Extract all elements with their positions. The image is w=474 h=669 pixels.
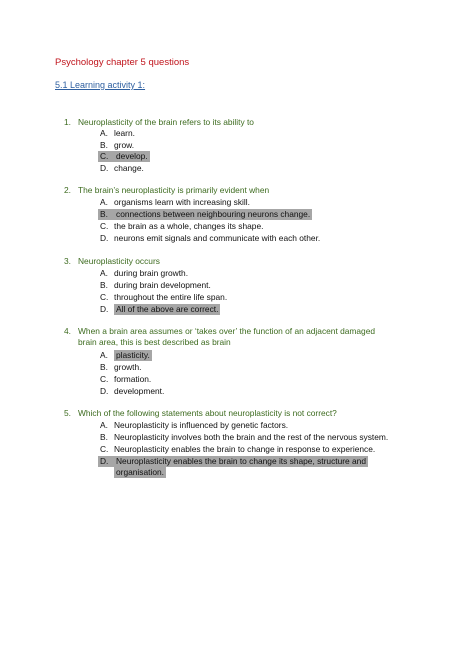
option-5a: A. Neuroplasticity is influenced by genetic factors. — [100, 420, 289, 430]
option-1a: A. learn. — [100, 128, 135, 138]
question-5 — [64, 408, 438, 419]
question-number: 1. — [64, 117, 71, 127]
question-3 — [64, 256, 438, 267]
option-4c: C. formation. — [100, 374, 152, 384]
option-4d: D. development. — [100, 386, 165, 396]
question-text: Neuroplasticity occurs — [78, 256, 160, 266]
document-title: Psychology chapter 5 questions — [55, 57, 190, 68]
option-4b: B. growth. — [100, 362, 142, 372]
option-3b: B. during brain development. — [100, 280, 211, 290]
option-5d: D. Neuroplasticity enables the brain to change its shape, structure and organisation. — [100, 456, 367, 477]
question-text: Which of the following statements about neuroplasticity is not correct? — [78, 408, 337, 418]
option-2b: B. connections between neighbouring neurons change. — [100, 209, 311, 219]
question-text-line-2: brain area, this is best described as brain — [78, 337, 231, 347]
option-1c: C. develop. — [100, 151, 148, 161]
question-text: Neuroplasticity of the brain refers to its ability to — [78, 117, 254, 127]
question-text: The brain’s neuroplasticity is primarily evident when — [78, 185, 270, 195]
question-number: 4. — [64, 326, 71, 336]
option-2a: A. organisms learn with increasing skill. — [100, 197, 250, 207]
highlighted-answer: Neuroplasticity enables the brain to change its shape, structure and organisation. — [116, 456, 367, 477]
highlighted-answer: All of the above are correct. — [116, 304, 219, 314]
question-4 — [64, 326, 438, 348]
option-1d: D. change. — [100, 163, 144, 173]
option-2c: C. the brain as a whole, changes its shape. — [100, 221, 264, 231]
option-5b: B. Neuroplasticity involves both the brain and the rest of the nervous system. — [100, 432, 389, 442]
option-3d: D. All of the above are correct. — [100, 304, 219, 314]
question-number: 3. — [64, 256, 71, 266]
question-1 — [64, 117, 438, 128]
option-3a: A. during brain growth. — [100, 268, 189, 278]
section-heading: 5.1 Learning activity 1: — [55, 80, 146, 90]
option-4a: A. plasticity. — [100, 350, 150, 360]
highlighted-answer: plasticity. — [116, 350, 150, 360]
option-1b: B. grow. — [100, 140, 135, 150]
option-2d: D. neurons emit signals and communicate with each other. — [100, 233, 321, 243]
question-number: 2. — [64, 185, 71, 195]
question-number: 5. — [64, 408, 71, 418]
option-5c: C. Neuroplasticity enables the brain to change in response to experience. — [100, 444, 376, 454]
highlighted-answer: develop. — [116, 151, 148, 161]
highlighted-answer: connections between neighbouring neurons change. — [116, 209, 311, 219]
question-text-line-1: When a brain area assumes or ‘takes over’ the function of an adjacent damaged — [78, 326, 376, 336]
question-2 — [64, 185, 438, 196]
option-3c: C. throughout the entire life span. — [100, 292, 228, 302]
